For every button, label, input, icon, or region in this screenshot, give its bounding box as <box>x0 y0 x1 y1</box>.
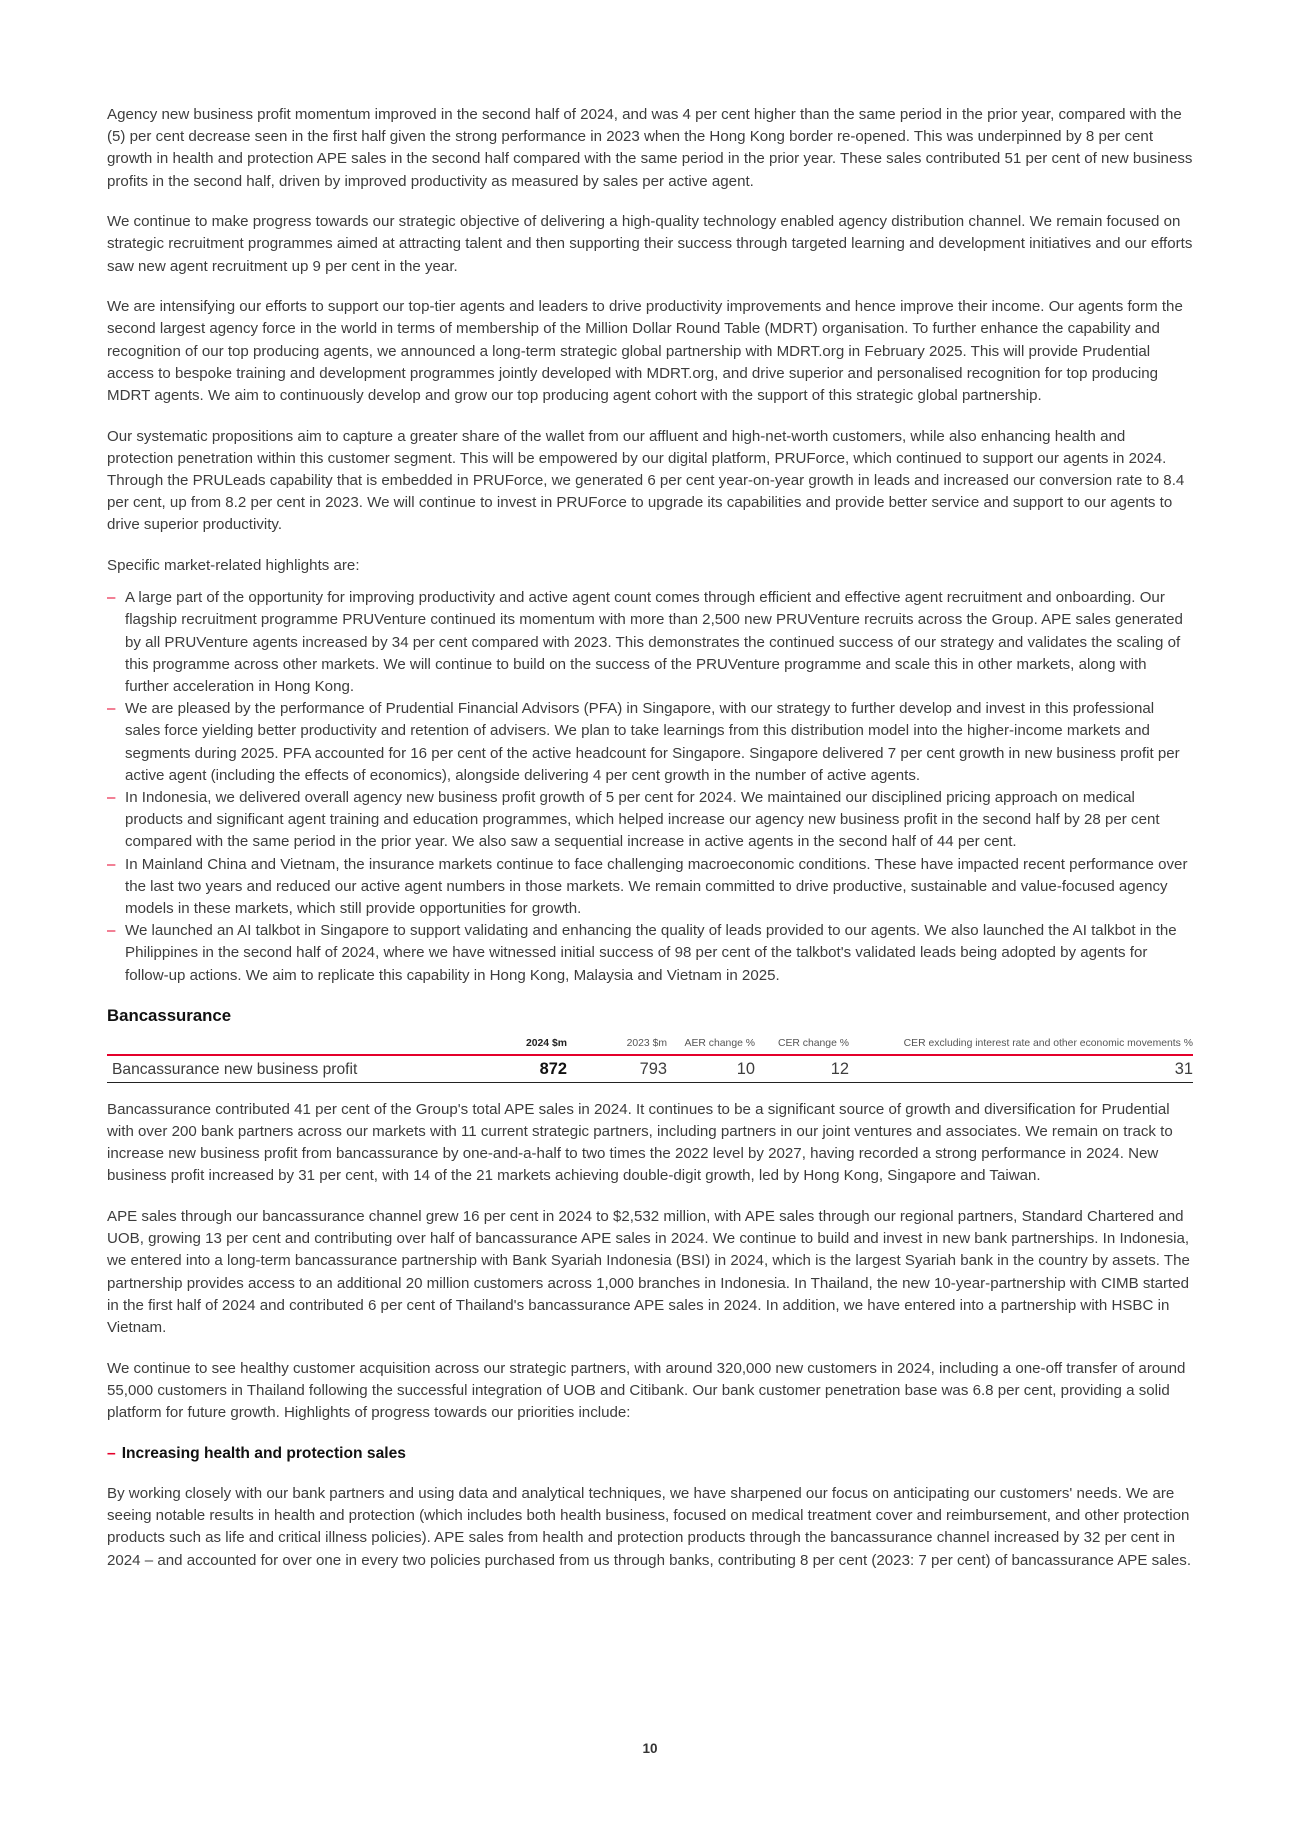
dash-bullet: – <box>107 1444 116 1462</box>
paragraph-banca-ape-sales: APE sales through our bancassurance channel grew 16 per cent in 2024 to $2,532 million, with APE sales through our regional partners, Standard Chartered and UOB, growing 13 per cent and contributing over half of bancassurance APE sales in 2024. We continue to build and invest in new bank partnerships. In Indonesia, we entered into a long-term bancassurance partnership with Bank Syariah Indonesia (BSI) in 2024, which is the largest Syariah bank in the country by assets. The partnership provides access to an additional 20 million customers across 1,000 branches in Indonesia. In Thailand, the new 10-year-partnership with CIMB started in the first half of 2024 and contributed 6 per cent of Thailand's bancassurance APE sales in 2024. In addition, we have entered into a partnership with HSBC in Vietnam. <box>107 1208 1190 1337</box>
list-item-text: A large part of the opportunity for improving productivity and active agent count comes through efficient and effective agent recruitment and onboarding. Our flagship recruitment programme PRUVenture continued its momentum with more than 2,500 new PRUVenture recruits across the Group. APE sales generated by all PRUVenture agents increased by 34 per cent compared with 2023. This demonstrates the continued success of our strategy and validates the scaling of this programme across other markets. We will continue to build on the success of the PRUVenture programme and scale this in other markets, along with further acceleration in Hong Kong. <box>125 589 1183 696</box>
table-cell-aer-change: 10 <box>667 1055 755 1083</box>
list-item-text: In Indonesia, we delivered overall agency new business profit growth of 5 per cent for 2024. We maintained our disciplined pricing approach on medical products and significant agent training and education programmes, which helped increase our agency new business profit in the second half by 28 per cent compared with the same period in the prior year. We also saw a sequential increase in active agents in the second half of 44 per cent. <box>125 789 1160 851</box>
paragraph-strategic-objective: We continue to make progress towards our strategic objective of delivering a high-quality technology enabled agency distribution channel. We remain focused on strategic recruitment programmes aimed at attracting talent and then supporting their success through targeted learning and development initiatives and our efforts saw new agent recruitment up 9 per cent in the year. <box>107 213 1193 275</box>
market-highlights-list <box>107 587 1193 987</box>
page-number: 10 <box>642 1741 658 1756</box>
table-cell-2024: 872 <box>487 1055 567 1083</box>
table-header-aer-change: AER change % <box>667 1037 755 1055</box>
table-header-cer-change: CER change % <box>755 1037 849 1055</box>
paragraph-agency-nbp: Agency new business profit momentum improved in the second half of 2024, and was 4 per cent higher than the same period in the prior year, compared with the (5) per cent decrease seen in the first half given the strong performance in 2023 when the Hong Kong border re-opened. This was underpinned by 8 per cent growth in health and protection APE sales in the second half compared with the same period in the prior year. These sales contributed 51 per cent of new business profits in the second half, driven by improved productivity as measured by sales per active agent. <box>107 106 1193 190</box>
paragraph-health-protection: By working closely with our bank partners and using data and analytical techniques, we have sharpened our focus on anticipating our customers' needs. We are seeing notable results in health and protection (which includes both health business, focused on medical treatment cover and reimbursement, and other protection products such as life and critical illness policies). APE sales from health and protection products through the bancassurance channel increased by 32 per cent in 2024 – and accounted for over one in every two policies purchased from us through banks, contributing 8 per cent (2023: 7 per cent) of bancassurance APE sales. <box>107 1484 1192 1569</box>
paragraph-customer-acquisition: We continue to see healthy customer acquisition across our strategic partners, with around 320,000 new customers in 2024, including a one-off transfer of around 55,000 customers in Thailand following the successful integration of UOB and Citibank. Our bank customer penetration base was 6.8 per cent, providing a solid platform for future growth. Highlights of progress towards our priorities include: <box>107 1359 1186 1422</box>
dash-bullet: – <box>107 589 116 607</box>
dash-bullet: – <box>107 700 116 718</box>
table-cell-2023: 793 <box>567 1055 667 1083</box>
table-header-cer-excl: CER excluding interest rate and other economic movements % <box>849 1037 1193 1055</box>
list-item-text: We launched an AI talkbot in Singapore to support validating and enhancing the quality of leads provided to our agents. We also launched the AI talkbot in the Philippines in the second half of 2024, where we have witnessed initial success of 98 per cent of the talkbot's validated leads being adopted by agents for follow-up actions. We aim to replicate this capability in Hong Kong, Malaysia and Vietnam in 2025. <box>125 922 1177 984</box>
list-item <box>107 854 1193 921</box>
table-header-blank <box>107 1037 487 1055</box>
table-header-row <box>107 1037 1193 1055</box>
bancassurance-nbp-table <box>107 1037 1193 1083</box>
subheading-health-protection <box>107 1443 1193 1465</box>
paragraph-banca-contribution: Bancassurance contributed 41 per cent of the Group's total APE sales in 2024. It continues to be a significant source of growth and diversification for Prudential with over 200 bank partners across our markets with 11 current strategic partners, including partners in our joint ventures and associates. We remain on track to increase new business profit from bancassurance by one-and-a-half to two times the 2022 level by 2027, having recorded a strong performance in 2024. New business profit increased by 31 per cent, with 14 of the 21 markets achieving double-digit growth, led by Hong Kong, Singapore and Taiwan. <box>107 1100 1173 1185</box>
list-item <box>107 587 1193 698</box>
table-header-2023: 2023 $m <box>567 1037 667 1055</box>
section-title-bancassurance: Bancassurance <box>107 1005 232 1025</box>
dash-bullet: – <box>107 855 116 873</box>
list-item-text: We are pleased by the performance of Prudential Financial Advisors (PFA) in Singapore, with our strategy to further develop and invest in this professional sales force yielding better productivity and retention of advisers. We plan to take learnings from this distribution model into the higher-income markets and segments during 2025. PFA accounted for 16 per cent of the active headcount for Singapore. Singapore delivered 7 per cent growth in new business profit per active agent (including the effects of economics), alongside delivering 4 per cent growth in the number of active agents. <box>125 700 1180 784</box>
table-header-2024: 2024 $m <box>487 1037 567 1055</box>
list-item <box>107 920 1193 987</box>
list-item <box>107 787 1193 854</box>
list-item-text: In Mainland China and Vietnam, the insurance markets continue to face challenging macroeconomic conditions. These have impacted recent performance over the last two years and reduced our active agent numbers in those markets. We remain committed to drive productive, sustainable and value-focused agency models in these markets, which still provide opportunities for growth. <box>125 855 1188 918</box>
paragraph-highlights-intro: Specific market-related highlights are: <box>107 557 360 575</box>
table-row-label: Bancassurance new business profit <box>107 1055 487 1083</box>
table-row <box>107 1055 1193 1083</box>
list-item <box>107 698 1193 787</box>
table-cell-cer-change: 12 <box>755 1055 849 1083</box>
subheading-text: Increasing health and protection sales <box>121 1444 406 1462</box>
dash-bullet: – <box>107 922 116 940</box>
page-content <box>107 104 1193 1590</box>
dash-bullet: – <box>107 789 116 807</box>
table-cell-cer-excl: 31 <box>849 1055 1193 1083</box>
paragraph-top-tier-agents: We are intensifying our efforts to support our top-tier agents and leaders to drive productivity improvements and hence improve their income. Our agents form the second largest agency force in the world in terms of membership of the Million Dollar Round Table (MDRT) organisation. To further enhance the capability and recognition of our top producing agents, we announced a long-term strategic global partnership with MDRT.org in February 2025. This will provide Prudential access to bespoke training and development programmes jointly developed with MDRT.org, and drive superior and personalised recognition for top producing MDRT agents. We aim to continuously develop and grow our top producing agent cohort with the support of this strategic global partnership. <box>107 298 1183 405</box>
paragraph-systematic-propositions: Our systematic propositions aim to capture a greater share of the wallet from our affluent and high-net-worth customers, while also enhancing health and protection penetration within this customer segment. This will be empowered by our digital platform, PRUForce, which continued to support our agents in 2024. Through the PRULeads capability that is embedded in PRUForce, we generated 6 per cent year-on-year growth in leads and increased our conversion rate to 8.4 per cent, up from 8.2 per cent in 2023. We will continue to invest in PRUForce to upgrade its capabilities and provide better service and support to our agents to drive superior productivity. <box>107 427 1185 534</box>
